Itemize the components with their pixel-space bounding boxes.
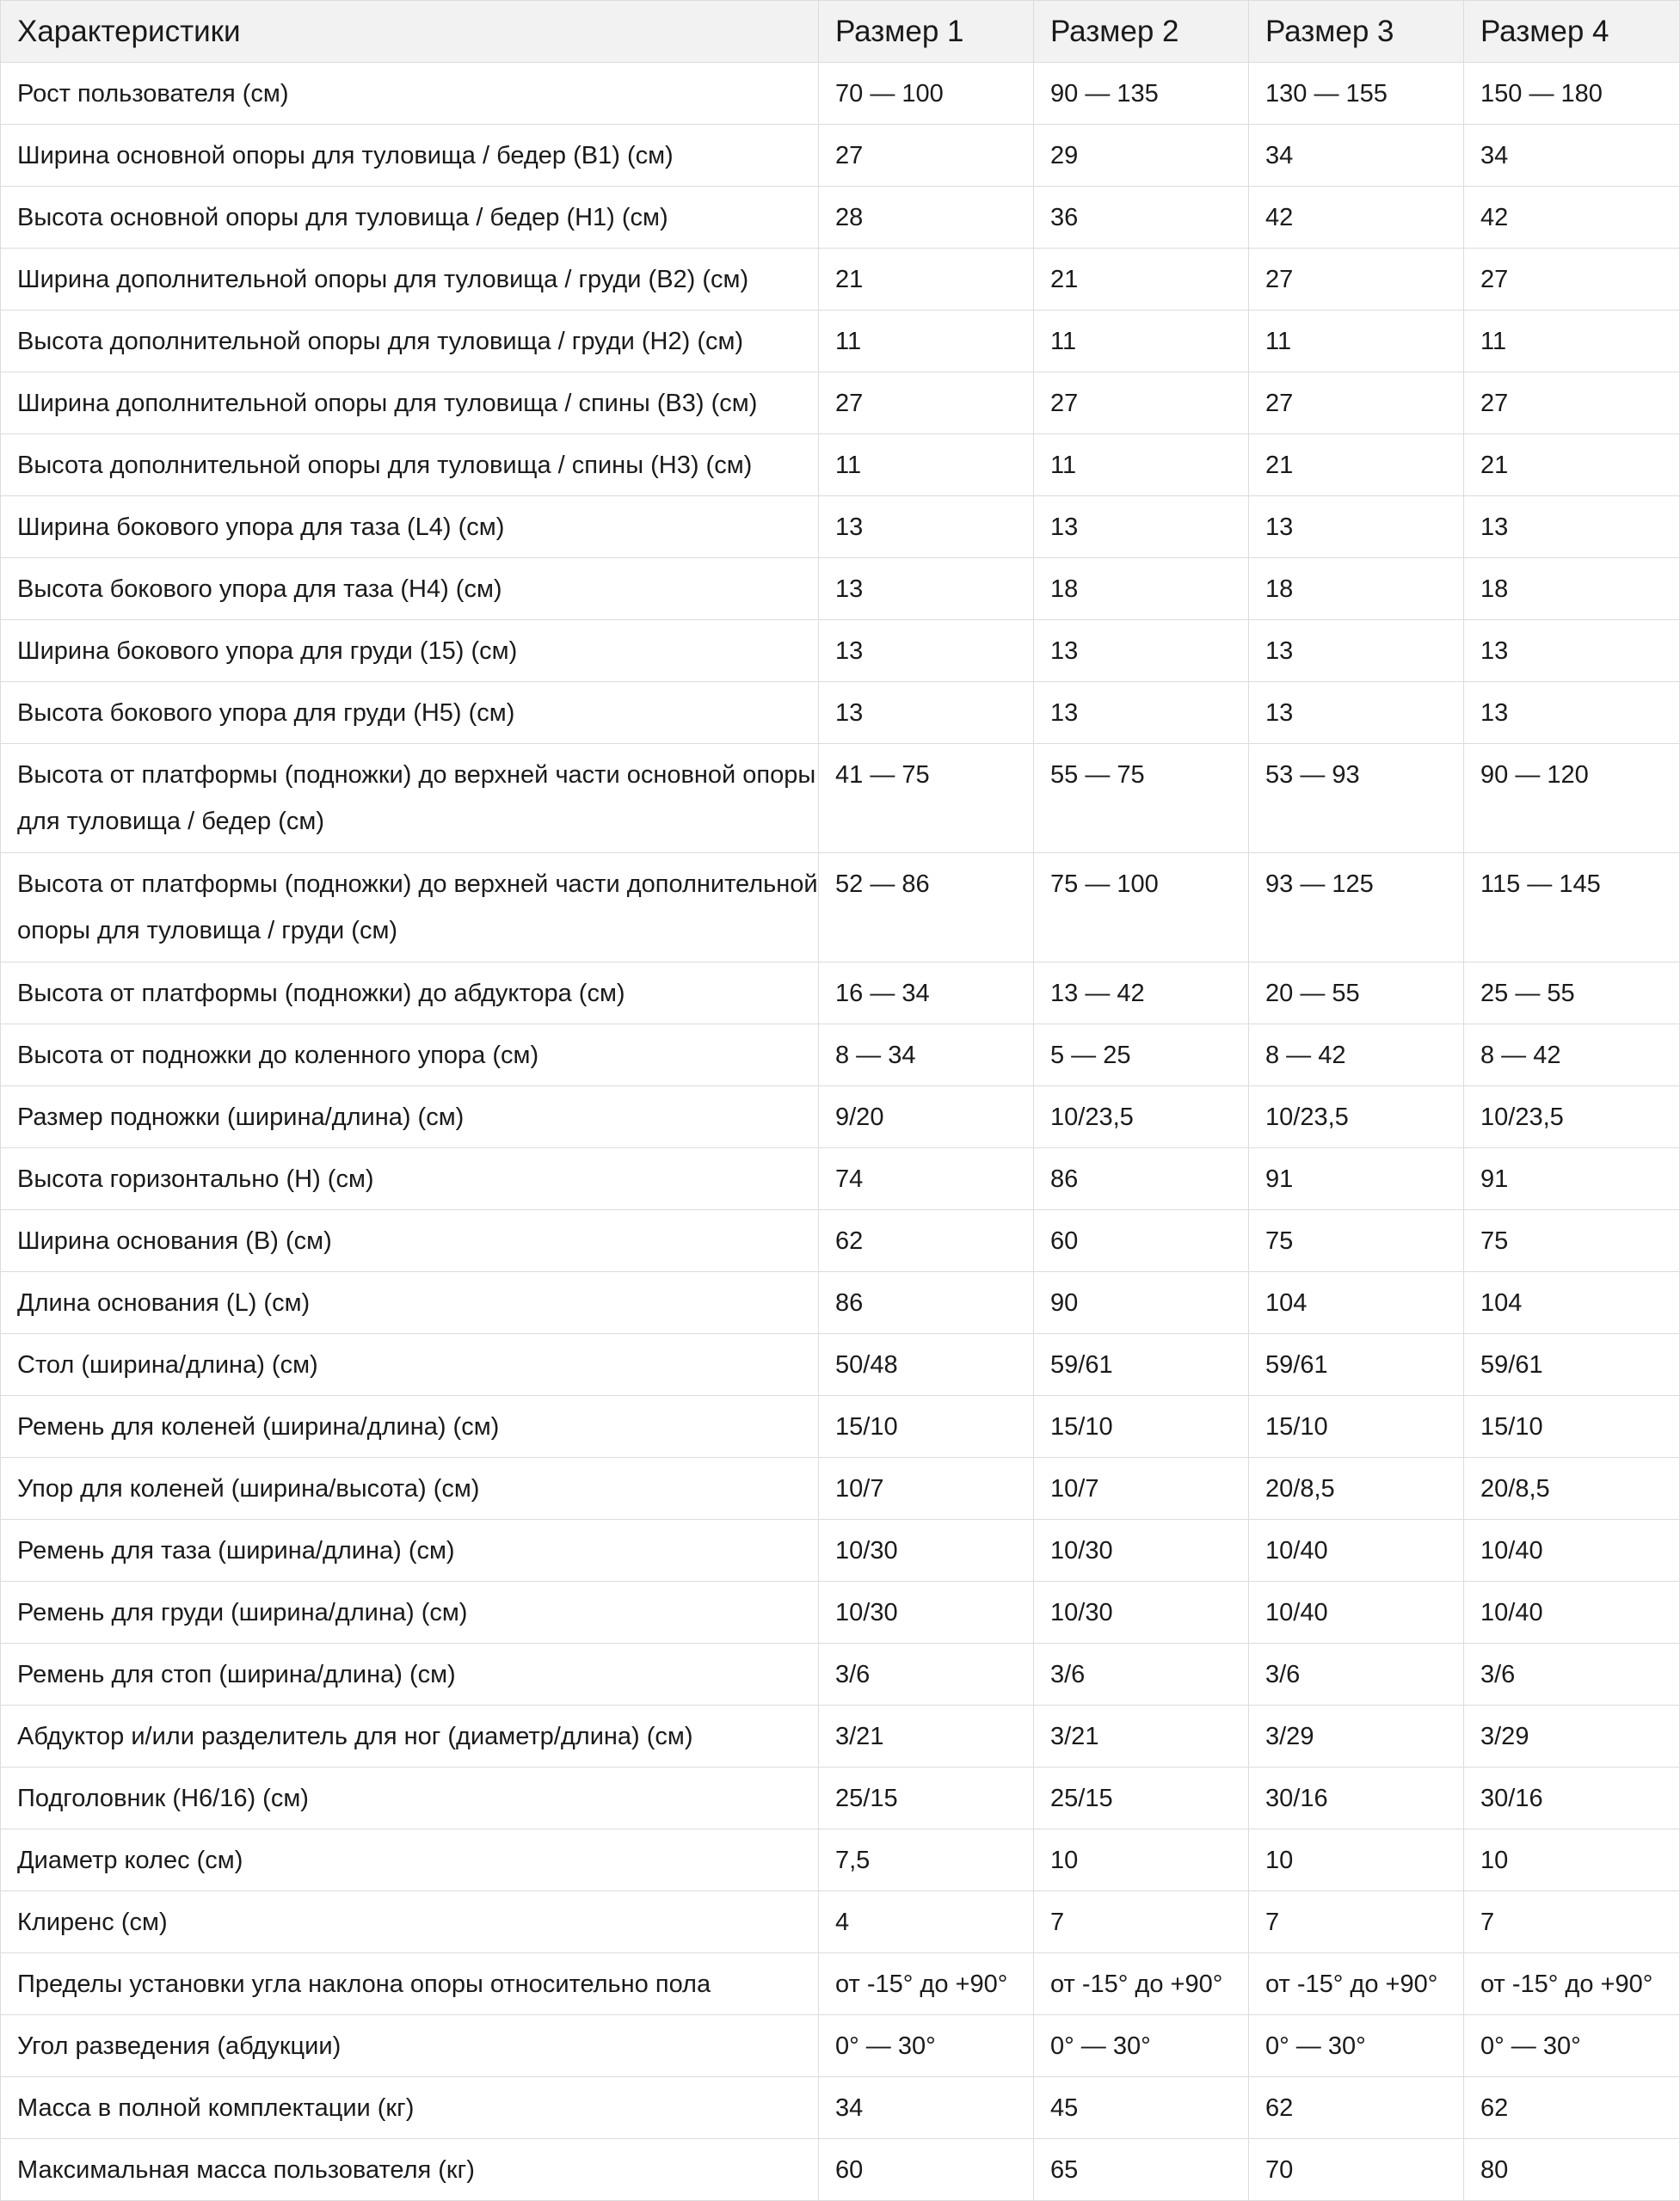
header-row xyxy=(1,1,1680,63)
size-3-value: 10/40 xyxy=(1249,1582,1464,1644)
size-2-value: 75 — 100 xyxy=(1034,853,1249,962)
size-4-value: 3/6 xyxy=(1464,1644,1680,1706)
size-3-value: 59/61 xyxy=(1249,1334,1464,1396)
row-label: Максимальная масса пользователя (кг) xyxy=(1,2139,819,2201)
table-row xyxy=(1,962,1680,1024)
size-1-value: 4 xyxy=(819,1891,1034,1953)
size-3-value: 70 xyxy=(1249,2139,1464,2201)
size-4-value: 25 — 55 xyxy=(1464,962,1680,1024)
size-4-value: 27 xyxy=(1464,249,1680,310)
size-3-value: 10/40 xyxy=(1249,1520,1464,1582)
size-2-value: 27 xyxy=(1034,372,1249,434)
size-4-value: 13 xyxy=(1464,496,1680,558)
size-2-value: 10/7 xyxy=(1034,1458,1249,1520)
size-1-value: 41 — 75 xyxy=(819,744,1034,853)
size-4-value: 18 xyxy=(1464,558,1680,620)
size-4-value: 42 xyxy=(1464,187,1680,249)
size-1-value: 0° — 30° xyxy=(819,2015,1034,2077)
size-4-value: 10/23,5 xyxy=(1464,1086,1680,1148)
size-1-value: 13 xyxy=(819,620,1034,682)
size-2-value: 86 xyxy=(1034,1148,1249,1210)
size-4-value: 27 xyxy=(1464,372,1680,434)
table-row xyxy=(1,187,1680,249)
row-label: Ширина бокового упора для таза (L4) (см) xyxy=(1,496,819,558)
size-3-value: 13 xyxy=(1249,496,1464,558)
size-3-value: 7 xyxy=(1249,1891,1464,1953)
table-row xyxy=(1,1891,1680,1953)
table-row xyxy=(1,558,1680,620)
table-row xyxy=(1,620,1680,682)
size-3-value: 10 xyxy=(1249,1829,1464,1891)
size-2-value: 0° — 30° xyxy=(1034,2015,1249,2077)
row-label: Ремень для коленей (ширина/длина) (см) xyxy=(1,1396,819,1458)
size-3-value: 3/6 xyxy=(1249,1644,1464,1706)
size-4-value: от -15° до +90° xyxy=(1464,1953,1680,2015)
size-2-value: 90 — 135 xyxy=(1034,63,1249,125)
table-row xyxy=(1,434,1680,496)
table-row xyxy=(1,249,1680,310)
size-2-value: 13 xyxy=(1034,496,1249,558)
size-1-value: 13 xyxy=(819,496,1034,558)
row-label: Ширина дополнительной опоры для туловища / спины (B3) (см) xyxy=(1,372,819,434)
size-3-value: 8 — 42 xyxy=(1249,1024,1464,1086)
size-1-value: 86 xyxy=(819,1272,1034,1334)
size-2-value: 13 xyxy=(1034,620,1249,682)
size-1-value: 10/7 xyxy=(819,1458,1034,1520)
column-header-characteristics: Характеристики xyxy=(1,1,819,63)
size-2-value: 10/23,5 xyxy=(1034,1086,1249,1148)
size-2-value: 3/6 xyxy=(1034,1644,1249,1706)
row-label: Ремень для стоп (ширина/длина) (см) xyxy=(1,1644,819,1706)
row-label: Упор для коленей (ширина/высота) (см) xyxy=(1,1458,819,1520)
table-row xyxy=(1,2015,1680,2077)
size-1-value: 11 xyxy=(819,434,1034,496)
size-1-value: 34 xyxy=(819,2077,1034,2139)
row-label: Угол разведения (абдукции) xyxy=(1,2015,819,2077)
table-row xyxy=(1,310,1680,372)
table-row xyxy=(1,496,1680,558)
table-row xyxy=(1,1953,1680,2015)
size-2-value: 13 — 42 xyxy=(1034,962,1249,1024)
table-row xyxy=(1,1768,1680,1829)
size-3-value: 3/29 xyxy=(1249,1706,1464,1768)
size-4-value: 62 xyxy=(1464,2077,1680,2139)
size-3-value: 20 — 55 xyxy=(1249,962,1464,1024)
size-1-value: 60 xyxy=(819,2139,1034,2201)
size-2-value: 13 xyxy=(1034,682,1249,744)
table-row xyxy=(1,1272,1680,1334)
size-2-value: 29 xyxy=(1034,125,1249,187)
size-4-value: 59/61 xyxy=(1464,1334,1680,1396)
size-4-value: 30/16 xyxy=(1464,1768,1680,1829)
size-1-value: 3/6 xyxy=(819,1644,1034,1706)
size-4-value: 11 xyxy=(1464,310,1680,372)
row-label: Высота от платформы (подножки) до верхней части дополнительной опоры для туловища / груди (см) xyxy=(1,853,819,962)
size-2-value: 59/61 xyxy=(1034,1334,1249,1396)
table-row xyxy=(1,682,1680,744)
size-2-value: 3/21 xyxy=(1034,1706,1249,1768)
row-label: Диаметр колес (см) xyxy=(1,1829,819,1891)
row-label: Высота от платформы (подножки) до верхней части основной опоры для туловища / бедер (см) xyxy=(1,744,819,853)
row-label: Длина основания (L) (см) xyxy=(1,1272,819,1334)
size-4-value: 0° — 30° xyxy=(1464,2015,1680,2077)
row-label: Высота дополнительной опоры для туловища / груди (H2) (см) xyxy=(1,310,819,372)
row-label: Подголовник (H6/16) (см) xyxy=(1,1768,819,1829)
row-label: Масса в полной комплектации (кг) xyxy=(1,2077,819,2139)
size-4-value: 20/8,5 xyxy=(1464,1458,1680,1520)
size-2-value: 11 xyxy=(1034,310,1249,372)
row-label: Клиренс (см) xyxy=(1,1891,819,1953)
table-row xyxy=(1,372,1680,434)
size-3-value: 42 xyxy=(1249,187,1464,249)
table-row xyxy=(1,2139,1680,2201)
size-2-value: 11 xyxy=(1034,434,1249,496)
table-row xyxy=(1,63,1680,125)
size-2-value: 18 xyxy=(1034,558,1249,620)
table-body xyxy=(1,63,1680,2201)
size-4-value: 34 xyxy=(1464,125,1680,187)
size-1-value: 16 — 34 xyxy=(819,962,1034,1024)
table-row xyxy=(1,1396,1680,1458)
size-3-value: 30/16 xyxy=(1249,1768,1464,1829)
size-3-value: 10/23,5 xyxy=(1249,1086,1464,1148)
size-3-value: 130 — 155 xyxy=(1249,63,1464,125)
size-4-value: 91 xyxy=(1464,1148,1680,1210)
table-row xyxy=(1,1024,1680,1086)
size-2-value: 21 xyxy=(1034,249,1249,310)
table-row xyxy=(1,1520,1680,1582)
row-label: Высота горизонтально (H) (см) xyxy=(1,1148,819,1210)
row-label: Рост пользователя (см) xyxy=(1,63,819,125)
table-row xyxy=(1,744,1680,853)
row-label: Высота от подножки до коленного упора (см) xyxy=(1,1024,819,1086)
size-2-value: 45 xyxy=(1034,2077,1249,2139)
size-2-value: 5 — 25 xyxy=(1034,1024,1249,1086)
size-1-value: 62 xyxy=(819,1210,1034,1272)
row-label: Высота от платформы (подножки) до абдуктора (см) xyxy=(1,962,819,1024)
row-label: Высота бокового упора для таза (H4) (см) xyxy=(1,558,819,620)
size-3-value: 75 xyxy=(1249,1210,1464,1272)
size-1-value: 21 xyxy=(819,249,1034,310)
size-2-value: 60 xyxy=(1034,1210,1249,1272)
size-3-value: 13 xyxy=(1249,620,1464,682)
size-1-value: 28 xyxy=(819,187,1034,249)
size-1-value: 27 xyxy=(819,125,1034,187)
size-3-value: от -15° до +90° xyxy=(1249,1953,1464,2015)
column-header-size-3: Размер 3 xyxy=(1249,1,1464,63)
table-row xyxy=(1,853,1680,962)
row-label: Ремень для груди (ширина/длина) (см) xyxy=(1,1582,819,1644)
size-4-value: 3/29 xyxy=(1464,1706,1680,1768)
size-2-value: 36 xyxy=(1034,187,1249,249)
row-label: Ремень для таза (ширина/длина) (см) xyxy=(1,1520,819,1582)
table-row xyxy=(1,1706,1680,1768)
table-row xyxy=(1,1458,1680,1520)
size-4-value: 13 xyxy=(1464,620,1680,682)
size-1-value: от -15° до +90° xyxy=(819,1953,1034,2015)
size-2-value: 25/15 xyxy=(1034,1768,1249,1829)
size-1-value: 52 — 86 xyxy=(819,853,1034,962)
row-label: Высота основной опоры для туловища / бедер (H1) (см) xyxy=(1,187,819,249)
size-3-value: 93 — 125 xyxy=(1249,853,1464,962)
size-3-value: 21 xyxy=(1249,434,1464,496)
row-label: Высота бокового упора для груди (H5) (см) xyxy=(1,682,819,744)
size-3-value: 15/10 xyxy=(1249,1396,1464,1458)
size-2-value: 10/30 xyxy=(1034,1520,1249,1582)
size-1-value: 13 xyxy=(819,682,1034,744)
size-1-value: 50/48 xyxy=(819,1334,1034,1396)
row-label: Размер подножки (ширина/длина) (см) xyxy=(1,1086,819,1148)
size-4-value: 10/40 xyxy=(1464,1582,1680,1644)
table-row xyxy=(1,1644,1680,1706)
size-3-value: 53 — 93 xyxy=(1249,744,1464,853)
row-label: Стол (ширина/длина) (см) xyxy=(1,1334,819,1396)
size-3-value: 0° — 30° xyxy=(1249,2015,1464,2077)
size-4-value: 15/10 xyxy=(1464,1396,1680,1458)
table-row xyxy=(1,1334,1680,1396)
size-4-value: 10 xyxy=(1464,1829,1680,1891)
size-3-value: 20/8,5 xyxy=(1249,1458,1464,1520)
size-2-value: 15/10 xyxy=(1034,1396,1249,1458)
size-4-value: 104 xyxy=(1464,1272,1680,1334)
size-4-value: 90 — 120 xyxy=(1464,744,1680,853)
column-header-size-4: Размер 4 xyxy=(1464,1,1680,63)
size-4-value: 80 xyxy=(1464,2139,1680,2201)
size-2-value: 90 xyxy=(1034,1272,1249,1334)
column-header-size-1: Размер 1 xyxy=(819,1,1034,63)
size-4-value: 8 — 42 xyxy=(1464,1024,1680,1086)
size-3-value: 18 xyxy=(1249,558,1464,620)
size-2-value: 10/30 xyxy=(1034,1582,1249,1644)
size-2-value: 7 xyxy=(1034,1891,1249,1953)
table-row xyxy=(1,1582,1680,1644)
size-1-value: 13 xyxy=(819,558,1034,620)
table-row xyxy=(1,125,1680,187)
size-4-value: 7 xyxy=(1464,1891,1680,1953)
size-4-value: 21 xyxy=(1464,434,1680,496)
row-label: Ширина основной опоры для туловища / бедер (B1) (см) xyxy=(1,125,819,187)
size-3-value: 34 xyxy=(1249,125,1464,187)
size-2-value: 10 xyxy=(1034,1829,1249,1891)
size-1-value: 9/20 xyxy=(819,1086,1034,1148)
size-4-value: 10/40 xyxy=(1464,1520,1680,1582)
size-3-value: 13 xyxy=(1249,682,1464,744)
size-4-value: 115 — 145 xyxy=(1464,853,1680,962)
size-3-value: 11 xyxy=(1249,310,1464,372)
row-label: Пределы установки угла наклона опоры относительно пола xyxy=(1,1953,819,2015)
size-3-value: 91 xyxy=(1249,1148,1464,1210)
column-header-size-2: Размер 2 xyxy=(1034,1,1249,63)
table-row xyxy=(1,1086,1680,1148)
size-1-value: 7,5 xyxy=(819,1829,1034,1891)
size-1-value: 11 xyxy=(819,310,1034,372)
size-1-value: 10/30 xyxy=(819,1520,1034,1582)
size-3-value: 62 xyxy=(1249,2077,1464,2139)
size-1-value: 15/10 xyxy=(819,1396,1034,1458)
size-1-value: 74 xyxy=(819,1148,1034,1210)
table-row xyxy=(1,1829,1680,1891)
size-3-value: 27 xyxy=(1249,249,1464,310)
size-1-value: 10/30 xyxy=(819,1582,1034,1644)
size-2-value: 65 xyxy=(1034,2139,1249,2201)
row-label: Ширина бокового упора для груди (15) (см) xyxy=(1,620,819,682)
table-row xyxy=(1,1148,1680,1210)
row-label: Высота дополнительной опоры для туловища / спины (H3) (см) xyxy=(1,434,819,496)
size-2-value: от -15° до +90° xyxy=(1034,1953,1249,2015)
size-3-value: 104 xyxy=(1249,1272,1464,1334)
row-label: Абдуктор и/или разделитель для ног (диаметр/длина) (см) xyxy=(1,1706,819,1768)
size-1-value: 3/21 xyxy=(819,1706,1034,1768)
table-row xyxy=(1,2077,1680,2139)
row-label: Ширина дополнительной опоры для туловища / груди (B2) (см) xyxy=(1,249,819,310)
size-2-value: 55 — 75 xyxy=(1034,744,1249,853)
table-row xyxy=(1,1210,1680,1272)
table-header xyxy=(1,1,1680,63)
size-4-value: 13 xyxy=(1464,682,1680,744)
size-1-value: 25/15 xyxy=(819,1768,1034,1829)
size-4-value: 150 — 180 xyxy=(1464,63,1680,125)
size-3-value: 27 xyxy=(1249,372,1464,434)
size-1-value: 70 — 100 xyxy=(819,63,1034,125)
size-1-value: 8 — 34 xyxy=(819,1024,1034,1086)
row-label: Ширина основания (B) (см) xyxy=(1,1210,819,1272)
size-4-value: 75 xyxy=(1464,1210,1680,1272)
size-1-value: 27 xyxy=(819,372,1034,434)
